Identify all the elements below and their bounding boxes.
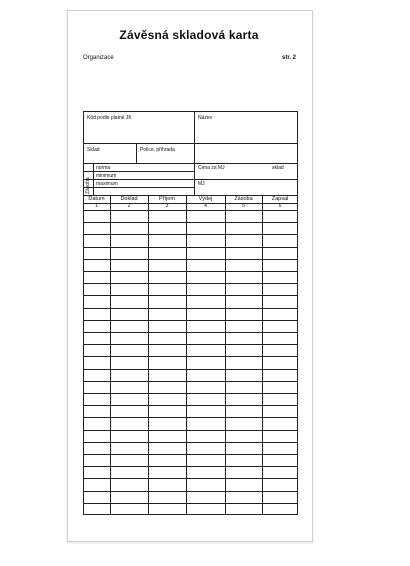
table-row-line — [83, 442, 298, 443]
table-column-line — [148, 195, 149, 515]
table-row-line — [83, 393, 298, 394]
reserve-label-divider — [93, 163, 94, 195]
organization-label: Organizace — [83, 55, 114, 61]
table-row-line — [83, 283, 298, 284]
table-row-line — [83, 405, 298, 406]
reserve-divider — [83, 179, 298, 180]
table-row-line — [83, 332, 298, 333]
table-row-line — [83, 369, 298, 370]
price-label: Cena za MJ — [198, 165, 225, 171]
number-row-line — [83, 210, 298, 211]
table-column-line — [110, 195, 111, 515]
table-row-line — [83, 466, 298, 467]
table-row-line — [83, 308, 298, 309]
table-row-line — [83, 478, 298, 479]
column-header: Datum — [88, 196, 105, 202]
warehouse-label: Sklad — [87, 147, 100, 153]
column-number: 5 — [242, 203, 245, 209]
column-header: Příjem — [159, 196, 175, 202]
table-row-line — [83, 259, 298, 260]
column-number: 4 — [204, 203, 207, 209]
shelf-divider — [136, 143, 137, 163]
reserve-divider — [83, 171, 194, 172]
table-row-line — [83, 503, 298, 504]
header-column-divider — [194, 111, 195, 195]
header-divider — [83, 163, 298, 164]
table-row-line — [83, 295, 298, 296]
page-number: str. 2 — [282, 55, 297, 61]
unit-label: MJ — [198, 181, 205, 187]
table-row-line — [83, 271, 298, 272]
code-label: Kód podle platné JK — [87, 115, 132, 121]
header-divider — [83, 143, 298, 144]
column-header: Zásoba — [234, 196, 253, 202]
column-header: Doklad — [120, 196, 138, 202]
table-row-line — [83, 247, 298, 248]
header-row-line — [83, 203, 298, 204]
name-label: Název — [198, 115, 213, 121]
reserve-divider — [83, 187, 194, 188]
table-row-line — [83, 356, 298, 357]
table-row-line — [83, 344, 298, 345]
table-row-line — [83, 454, 298, 455]
reserve-label: Zásoba — [85, 177, 91, 194]
column-header: Výdej — [198, 196, 213, 202]
table-row-line — [83, 381, 298, 382]
maximum-label: maximum — [96, 181, 118, 187]
table-row-line — [83, 222, 298, 223]
table-row-line — [83, 234, 298, 235]
norm-label: norma — [96, 165, 111, 171]
table-column-line — [262, 195, 263, 515]
column-number: 3 — [165, 203, 169, 209]
shelf-label: Police, přihrada — [140, 147, 175, 153]
table-row-line — [83, 417, 298, 418]
card-title: Závěsná skladová karta — [119, 28, 259, 42]
table-row-line — [83, 320, 298, 321]
column-number: 6 — [278, 203, 282, 209]
table-row-line — [83, 430, 298, 431]
table-row-line — [83, 491, 298, 492]
column-header: Zapsal — [271, 196, 289, 202]
column-number: 2 — [127, 203, 131, 209]
stock-label: sklad — [272, 165, 284, 171]
minimum-label: minimum — [96, 173, 117, 179]
table-column-line — [186, 195, 187, 515]
table-column-line — [225, 195, 226, 515]
column-number: 1 — [95, 203, 98, 209]
